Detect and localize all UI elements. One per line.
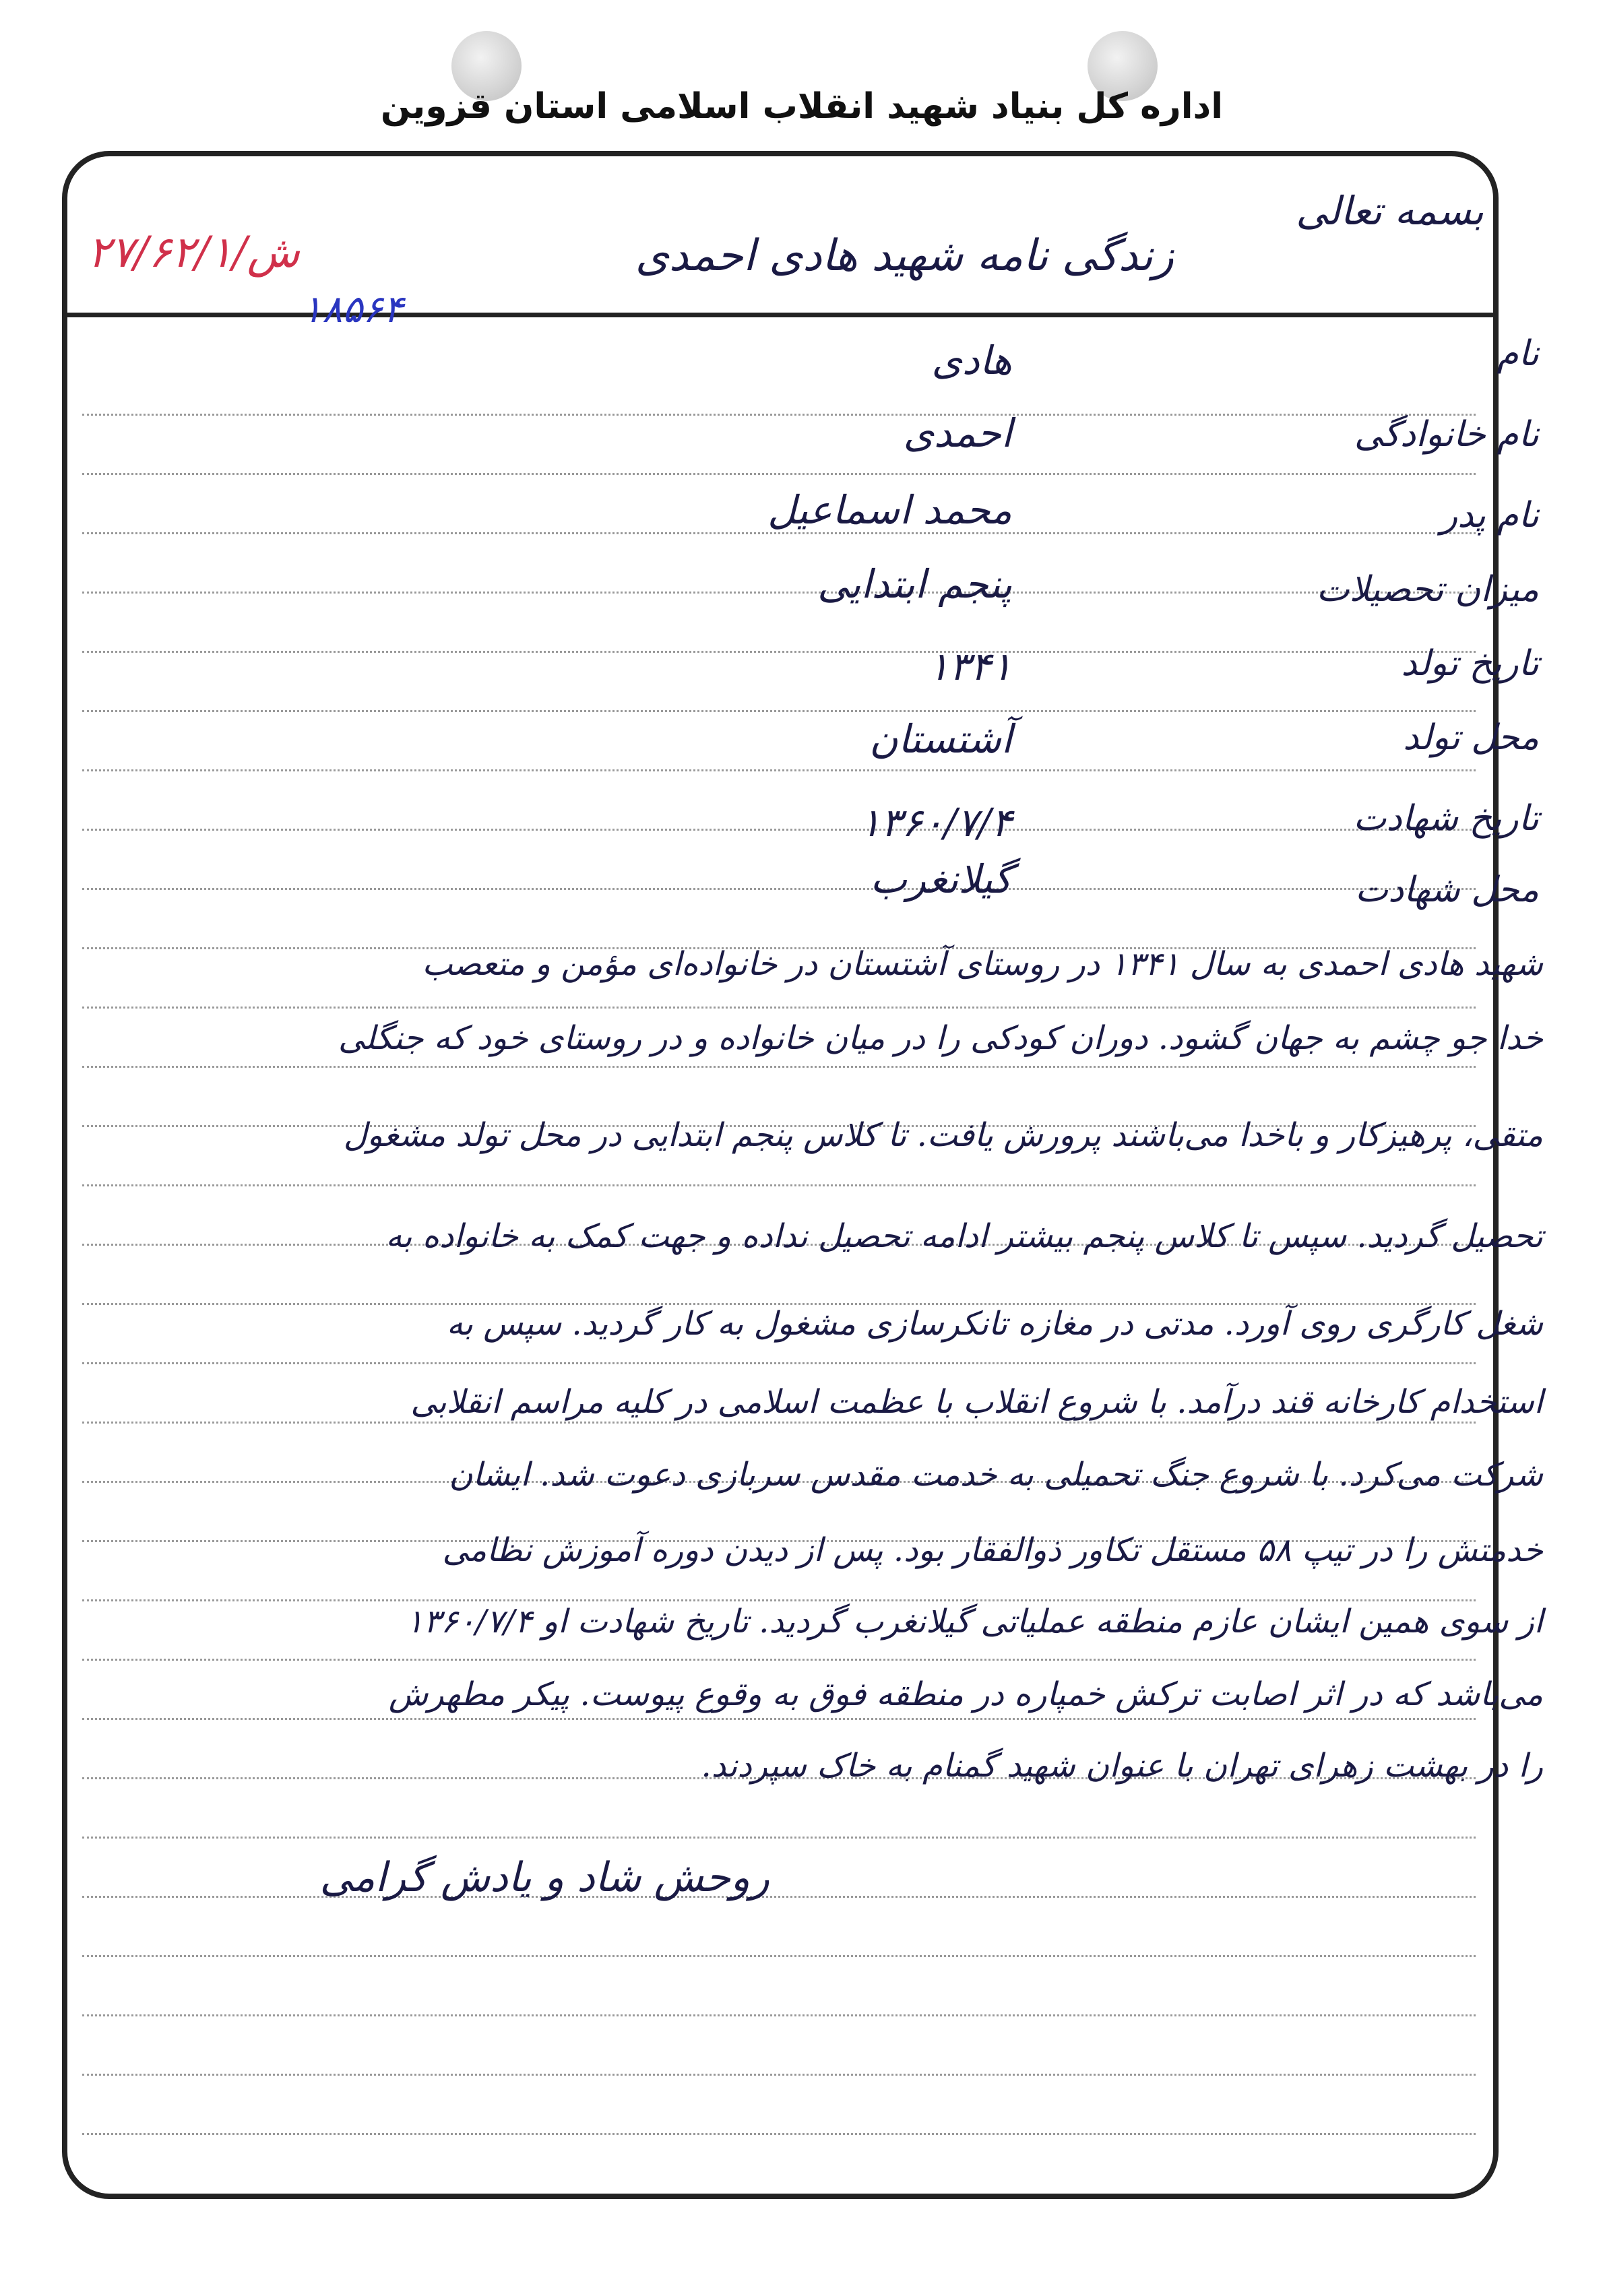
ruled-line bbox=[82, 2074, 1476, 2076]
field-label-education: میزان تحصیلات bbox=[1316, 569, 1539, 610]
biography-line: از سوی همین ایشان عازم منطقه عملیاتی گیلانغرب گردید. تاریخ شهادت او ۱۳۶۰/۷/۴ bbox=[406, 1603, 1543, 1640]
field-label-birth-place: محل تولد bbox=[1403, 718, 1539, 758]
form-frame bbox=[62, 151, 1499, 2199]
ruled-line bbox=[82, 829, 1476, 831]
header-divider bbox=[65, 313, 1496, 317]
document-title: زندگی نامه شهید هادی احمدی bbox=[635, 231, 1174, 281]
ruled-line bbox=[82, 710, 1476, 712]
field-value-birth-date: ۱۳۴۱ bbox=[928, 643, 1012, 689]
ruled-line bbox=[82, 651, 1476, 653]
reference-number-red: ۲۷/۶۲/۱/ش bbox=[88, 228, 300, 278]
ruled-line bbox=[82, 1184, 1476, 1186]
ruled-line bbox=[82, 1837, 1476, 1839]
ruled-line bbox=[82, 888, 1476, 890]
biography-line: خدمتش را در تیپ ۵۸ مستقل تکاور ذوالفقار بود. پس از دیدن دوره آموزش نظامی bbox=[442, 1531, 1543, 1569]
ruled-line bbox=[82, 2014, 1476, 2016]
field-value-family-name: احمدی bbox=[903, 410, 1012, 456]
ruled-line bbox=[82, 1955, 1476, 1957]
biography-line: شهید هادی احمدی به سال ۱۳۴۱ در روستای آشتستان در خانواده‌ای مؤمن و متعصب bbox=[422, 945, 1543, 983]
organization-header: اداره کل بنیاد شهید انقلاب اسلامی استان قزوین bbox=[380, 86, 1224, 127]
ruled-line bbox=[82, 473, 1476, 475]
field-label-father-name: نام پدر bbox=[1441, 495, 1539, 536]
ruled-line bbox=[82, 2133, 1476, 2135]
field-value-martyrdom-place: گیلانغرب bbox=[870, 856, 1012, 902]
field-label-family-name: نام خانوادگی bbox=[1354, 414, 1539, 455]
biography-line: تحصیل گردید. سپس تا کلاس پنجم بیشتر ادامه تحصیل نداده و جهت کمک به خانواده به bbox=[385, 1217, 1543, 1255]
field-value-first-name: هادی bbox=[931, 338, 1012, 383]
biography-line: خدا جو چشم به جهان گشود. دوران کودکی را در میان خانواده و در روستای خود که جنگلی bbox=[338, 1019, 1543, 1057]
reference-number-blue: ۱۸۵۶۴ bbox=[302, 288, 404, 331]
biography-line: استخدام کارخانه قند درآمد. با شروع انقلاب با عظمت اسلامی در کلیه مراسم انقلابی bbox=[410, 1383, 1543, 1421]
biography-line: را در بهشت زهرای تهران با عنوان شهید گمنام به خاک سپردند. bbox=[701, 1747, 1543, 1785]
biography-line: شرکت می‌کرد. با شروع جنگ تحمیلی به خدمت مقدس سربازی دعوت شد. ایشان bbox=[449, 1456, 1543, 1494]
field-value-martyrdom-date: ۱۳۶۰/۷/۴ bbox=[860, 800, 1012, 846]
ruled-line bbox=[82, 1896, 1476, 1898]
field-value-father-name: محمد اسماعیل bbox=[767, 487, 1012, 533]
ruled-line bbox=[82, 414, 1476, 416]
field-label-first-name: نام bbox=[1497, 333, 1539, 374]
field-label-birth-date: تاریخ تولد bbox=[1401, 643, 1539, 684]
ruled-line bbox=[82, 1659, 1476, 1661]
invocation: بسمه تعالی bbox=[1296, 188, 1484, 234]
ruled-line bbox=[82, 592, 1476, 594]
biography-line: متقی، پرهیزکار و باخدا می‌باشند پرورش یافت. تا کلاس پنجم ابتدایی در محل تولد مشغول bbox=[343, 1116, 1543, 1154]
ruled-line bbox=[82, 769, 1476, 771]
field-value-birth-place: آشتستان bbox=[869, 716, 1012, 762]
field-value-education: پنجم ابتدایی bbox=[817, 561, 1012, 607]
closing-phrase: روحش شاد و یادش گرامی bbox=[319, 1854, 769, 1901]
biography-line: می‌باشد که در اثر اصابت ترکش خمپاره در منطقه فوق به وقوع پیوست. پیکر مطهرش bbox=[388, 1676, 1543, 1713]
field-label-martyrdom-date: تاریخ شهادت bbox=[1353, 798, 1539, 839]
ruled-line bbox=[82, 1362, 1476, 1364]
field-label-martyrdom-place: محل شهادت bbox=[1355, 870, 1539, 910]
biography-line: شغل کارگری روی آورد. مدتی در مغازه تانکرسازی مشغول به کار گردید. سپس به bbox=[446, 1305, 1543, 1343]
